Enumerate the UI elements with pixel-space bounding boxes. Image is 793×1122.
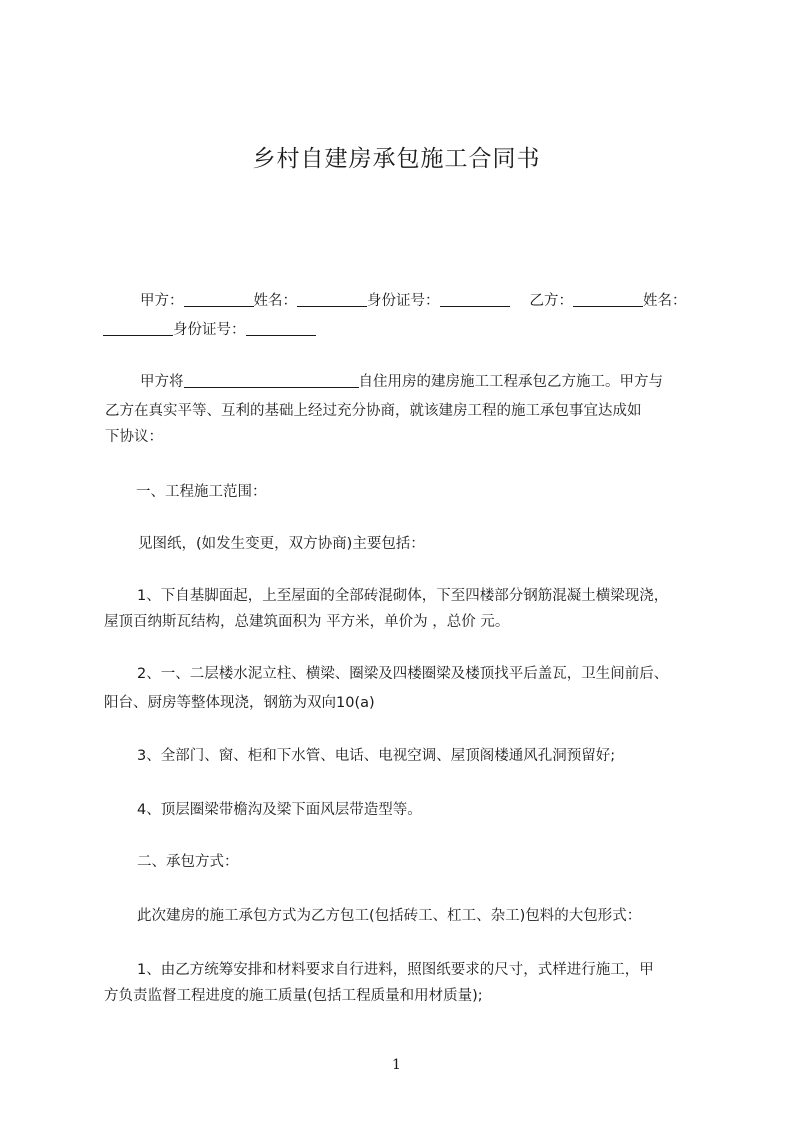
page-number: 1: [392, 1057, 401, 1073]
party-a-name-blank: [297, 290, 367, 307]
intro-line-2: 乙方在真实平等、互利的基础上经过充分协商，就该建房工程的施工承包事宜达成如: [105, 403, 642, 419]
party-a-id-blank: [440, 290, 510, 307]
item-2-line-1: 2、一、二层楼水泥立柱、横梁、圈梁及四楼圈梁及楼顶找平后盖瓦，卫生间前后、: [137, 666, 669, 682]
party-a-label: 甲方：: [140, 293, 184, 309]
intro-line-1: [140, 368, 750, 397]
party-b-name-label: 姓名：: [643, 293, 687, 309]
intro-line-3: 下协议：: [105, 429, 163, 445]
section-2-lead: 此次建房的施工承包方式为乙方包工(包括砖工、杠工、杂工)包料的大包形式：: [137, 908, 642, 924]
document-title: 乡村自建房承包施工合同书: [252, 146, 541, 172]
project-blank: [184, 371, 359, 388]
parties-line-1: [140, 287, 750, 316]
item-1-line-1: 1、下自基脚面起，上至屋面的全部砖混砌体，下至四楼部分钢筋混凝土横梁现浇，: [137, 588, 669, 604]
s2-item-1-line-2: 方负责监督工程进度的施工质量(包括工程质量和用材质量);: [104, 988, 483, 1004]
party-a-name-label: 姓名：: [253, 293, 297, 309]
section-1-heading: 一、工程施工范围：: [136, 484, 267, 500]
s2-item-1-line-1: 1、由乙方统筹安排和材料要求自行进料，照图纸要求的尺寸，式样进行施工，甲: [137, 962, 654, 978]
party-b-id-blank: [246, 319, 316, 336]
item-4: 4、顶层圈梁带檐沟及梁下面风层带造型等。: [137, 802, 422, 818]
party-b-label: 乙方：: [529, 293, 573, 309]
item-2-line-2: 阳台、厨房等整体现浇，钢筋为双向10(a): [104, 695, 375, 711]
intro-line1-suffix: 自住用房的建房施工工程承包乙方施工。甲方与: [358, 374, 663, 390]
section-2-heading: 二、承包方式：: [137, 854, 239, 870]
party-b-name-blank: [103, 319, 173, 336]
item-3: 3、全部门、窗、柜和下水管、电话、电视空调、屋顶阁楼通风孔洞预留好;: [137, 748, 616, 764]
party-a-blank: [184, 290, 254, 307]
party-a-id-label: 身份证号：: [367, 293, 440, 309]
intro-prefix: 甲方将: [140, 374, 184, 390]
item-1-line-2: 屋顶百纳斯瓦结构，总建筑面积为 平方米，单价为 ，总价 元。: [104, 614, 510, 630]
section-1-lead: 见图纸，(如发生变更，双方协商)主要包括：: [138, 536, 425, 552]
party-b-id-label: 身份证号：: [173, 322, 246, 338]
party-b-blank: [573, 290, 643, 307]
parties-line-2: [103, 316, 713, 345]
